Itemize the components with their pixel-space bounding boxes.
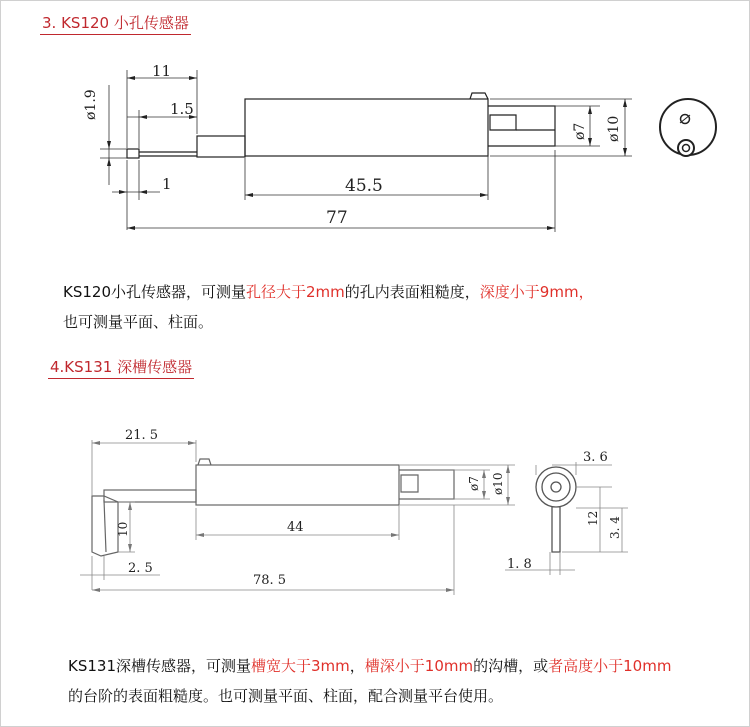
- dim-11: 11: [152, 62, 172, 80]
- dim-45-5: 45.5: [345, 176, 383, 196]
- ks131-body: [196, 465, 399, 505]
- dim-dia-7: ø7: [572, 122, 588, 140]
- dim-dia-7b: ø7: [467, 476, 481, 491]
- dim-44: 44: [287, 520, 304, 535]
- dim-dia-10: ø10: [606, 115, 622, 142]
- section4-title: 4.KS131 深槽传感器: [48, 358, 194, 379]
- dim-h-3-4: 3. 4: [608, 516, 622, 539]
- dim-pin-dia: ø1.9: [83, 89, 99, 120]
- dim-h-12: 12: [586, 510, 600, 526]
- section3-title: 3. KS120 小孔传感器: [40, 14, 191, 35]
- dim-3-6: 3. 6: [583, 450, 608, 465]
- section4-description: KS131深槽传感器，可测量槽宽大于3mm，槽深小于10mm的沟槽，或者高度小于10mm 的台阶的表面粗糙度。也可测量平面、柱面，配合测量平台使用。: [68, 657, 672, 705]
- dim-21-5: 21. 5: [125, 428, 159, 443]
- ks131-arm: [104, 490, 196, 502]
- dim-h-10: 10: [116, 521, 130, 537]
- section3-description: KS120小孔传感器，可测量孔径大于2mm的孔内表面粗糙度，深度小于9mm， 也可测量平面、柱面。: [63, 283, 594, 331]
- ks131-end-view: [536, 467, 576, 552]
- dim-78-5: 78. 5: [253, 573, 287, 588]
- dim-77: 77: [326, 208, 348, 228]
- dim-1-5: 1.5: [170, 100, 194, 118]
- dim-dia-10b: ø10: [491, 472, 505, 495]
- dim-1-8: 1. 8: [507, 557, 532, 572]
- dim-1: 1: [162, 175, 172, 193]
- dim-2-5: 2. 5: [128, 561, 153, 576]
